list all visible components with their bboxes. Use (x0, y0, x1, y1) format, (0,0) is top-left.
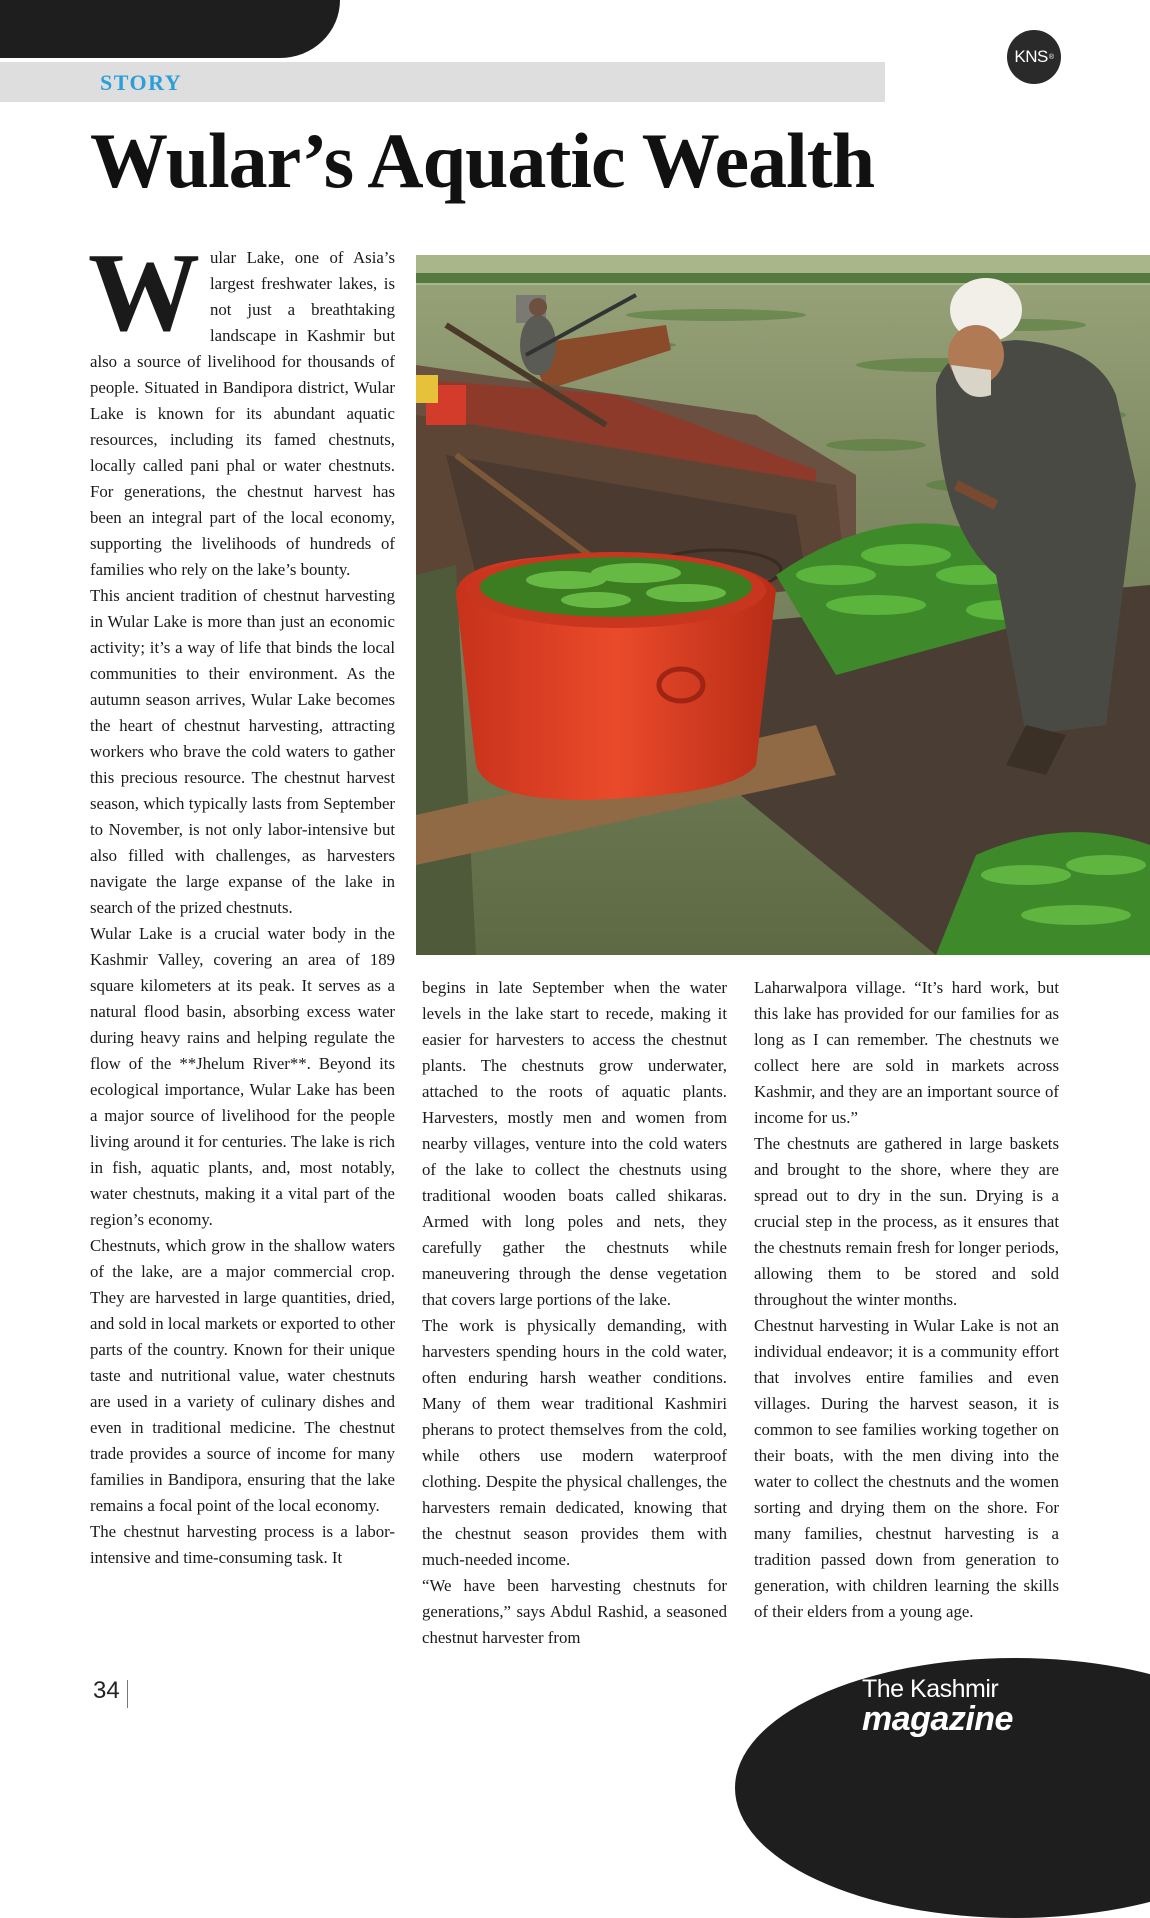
kns-registered-mark: ® (1048, 53, 1054, 61)
article-paragraph: Chestnut harvesting in Wular Lake is not an individual endeavor; it is a community effort that involves entire families and even villages. During the harvest season, it is common to see families working together on their boats, with the men diving into the water to collect the chestnuts and the women sorting and drying them on the shore. For many families, chestnut harvesting is a tradition passed down from generation to generation, with children learning the skills of their elders from a young age. (754, 1316, 1059, 1621)
magazine-logo (862, 1676, 1013, 1736)
article-column-3 (754, 975, 1059, 1625)
lake-harvest-photo (416, 255, 1150, 955)
article-paragraph: Laharwalpora village. “It’s hard work, but this lake has provided for our families for as long as I can remember. The chestnuts we collect here are sold in markets across Kashmir, and they are an important source of income for us.” (754, 978, 1059, 1127)
article-paragraph: begins in late September when the water levels in the lake start to recede, making it easier for harvesters to access the chestnut plants. The chestnuts grow underwater, attached to the roots of aquatic plants. Harvesters, mostly men and women from nearby villages, venture into the cold waters of the lake to collect the chestnuts using traditional wooden boats called shikaras. Armed with long poles and nets, they carefully gather the chestnuts while maneuvering through the dense vegetation that covers large portions of the lake. (422, 978, 727, 1309)
header-corner-shape (0, 0, 340, 58)
article-paragraph: Wular Lake is a crucial water body in the Kashmir Valley, covering an area of 189 square kilometers at its peak. It serves as a natural flood basin, absorbing excess water during heavy rains and helping regulate the flow of the **Jhelum River**. Beyond its ecological importance, Wular Lake has been a major source of livelihood for the people living around it for centuries. The lake is rich in fish, aquatic plants, and, most notably, water chestnuts, making it a vital part of the region’s economy. (90, 924, 395, 1229)
logo-magazine: magazine (862, 1700, 1013, 1738)
article-paragraph: “We have been harvesting chestnuts for generations,” says Abdul Rashid, a seasoned chestnut harvester from (422, 1576, 727, 1647)
article-paragraph: The work is physically demanding, with harvesters spending hours in the cold water, often enduring harsh weather conditions. Many of them wear traditional Kashmiri pherans to protect themselves from the cold, while others use modern waterproof clothing. Despite the physical challenges, the harvesters remain dedicated, knowing that the chestnut season provides them with much-needed income. (422, 1316, 727, 1569)
article-paragraph: Chestnuts, which grow in the shallow waters of the lake, are a major commercial crop. They are harvested in large quantities, dried, and sold in local markets or exported to other parts of the country. Known for their unique taste and nutritional value, water chestnuts are used in a variety of culinary dishes and even in traditional medicine. The chestnut trade provides a source of income for many families in Bandipora, ensuring that the lake remains a focal point of the local economy. (90, 1236, 395, 1515)
page-number-divider (127, 1680, 128, 1708)
article-paragraph: The chestnut harvesting process is a labor-intensive and time-consuming task. It (90, 1522, 395, 1567)
article-paragraph (88, 231, 395, 583)
first-paragraph-text: ular Lake, one of Asia’s largest freshwater lakes, is not just a breathtaking landscape in Kashmir but also a source of livelihood for thousands of people. Situated in Bandipora district, Wular Lake is known for its abundant aquatic resources, including its famed chestnuts, locally called pani phal or water chestnuts. For generations, the chestnut harvest has been an integral part of the local economy, supporting the livelihoods of hundreds of families who rely on the lake’s bounty. (90, 248, 395, 579)
drop-cap: W (88, 231, 200, 355)
article-column-1 (88, 231, 395, 1571)
article-column-2 (422, 975, 727, 1651)
article-paragraph: This ancient tradition of chestnut harvesting in Wular Lake is more than just an economic activity; it’s a way of life that binds the local communities to their environment. As the autumn season arrives, Wular Lake becomes the heart of chestnut harvesting, attracting workers who brave the cold waters to gather this precious resource. The chestnut harvest season, which typically lasts from September to November, is not only labor-intensive but also filled with challenges, as harvesters navigate the large expanse of the lake in search of the prized chestnuts. (90, 586, 395, 917)
kns-badge-text: KNS (1014, 47, 1048, 66)
page-number: 34 (93, 1677, 120, 1704)
logo-the-kashmir: The Kashmir (862, 1675, 999, 1703)
kns-badge (1007, 30, 1061, 84)
article-title: Wular’s Aquatic Wealth (90, 117, 875, 204)
section-label: STORY (100, 70, 183, 95)
article-paragraph: The chestnuts are gathered in large baskets and brought to the shore, where they are spread out to dry in the sun. Drying is a crucial step in the process, as it ensures that the chestnuts remain fresh for longer periods, allowing them to be stored and sold throughout the winter months. (754, 1134, 1059, 1309)
